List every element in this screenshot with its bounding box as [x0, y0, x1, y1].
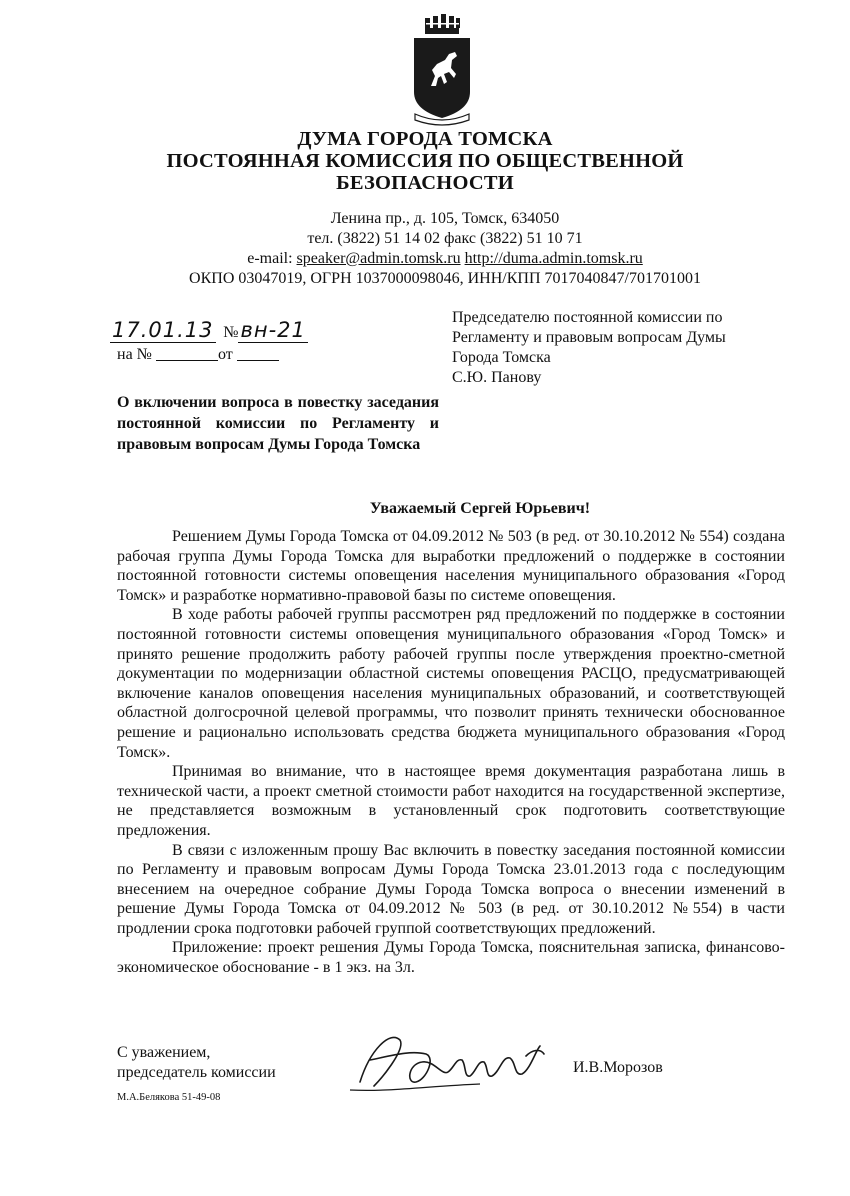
body-paragraph: Решением Думы Города Томска от 04.09.2012 № 503 (в ред. от 30.10.2012 № 554) создана рабочая группа Думы Города Томска для выработки предложений о поддержке в состоянии постоянной готовности системы оповещения населения муниципального образования «Город Томск» и разработке нормативно-правовой базы по системе оповещения.	[117, 528, 785, 604]
body-paragraph: В связи с изложенным прошу Вас включить в повестку заседания постоянной комиссии по Регламенту и правовым вопросам Думы Города Томска 23.01.2013 года с последующим внесением на очередное собрание Думы Города Томска вопроса о внесении изменений в решение Думы Города Томска от 04.09.2012 № 503 (в ред. от 30.10.2012 №554) в части продлении срока подготовки рабочей группой соответствующих предложений.	[117, 841, 785, 937]
letter-body	[117, 527, 785, 978]
addressee-line: Регламенту и правовым вопросам Думы	[452, 329, 726, 346]
addressee-name: С.Ю. Панову	[452, 369, 542, 386]
body-paragraph: В ходе работы рабочей группы рассмотрен ряд предложений по поддержке в состоянии постоянной готовности системы оповещения муниципального образования «Город Томск» и принято решение продолжить работу рабочей группы после утверждения проектно-сметной документации по модернизации областной системы оповещения РАСЦО, предусматривающей включение каналов оповещения населения муниципальных образований, и соответствующей областной долгосрочной целевой программы, что позволит принять технически обоснованное решение и рационально использовать средства бюджета муниципального образования «Город Томск».	[117, 606, 785, 761]
attachment-note: Приложение: проект решения Думы Города Томска, пояснительная записка, финансово-экономическое обоснование - в 1 экз. на 3л.	[117, 939, 785, 977]
registration-date: 17.01.13	[112, 318, 214, 342]
addressee-line: Города Томска	[452, 349, 551, 366]
signatory-name: И.В.Морозов	[573, 1059, 663, 1076]
number-label: №	[223, 324, 239, 341]
organization-name: ДУМА ГОРОДА ТОМСКА	[297, 128, 553, 150]
addressee-block	[452, 308, 792, 388]
website-link[interactable]: http://duma.admin.tomsk.ru	[464, 250, 643, 267]
salutation: Уважаемый Сергей Юрьевич!	[369, 500, 591, 517]
handwritten-signature	[330, 1020, 570, 1100]
commission-name-line1: ПОСТОЯННАЯ КОМИССИЯ ПО ОБЩЕСТВЕННОЙ	[166, 150, 684, 172]
outgoing-registration	[110, 318, 308, 342]
phone-fax: тел. (3822) 51 14 02 факс (3822) 51 10 71	[307, 230, 583, 247]
ref-from-label: от	[217, 346, 233, 363]
ref-number-blank	[156, 346, 218, 361]
crown-icon	[425, 14, 460, 34]
email-website-line	[0, 250, 850, 268]
registration-number: вн-21	[240, 318, 306, 342]
email-link[interactable]: speaker@admin.tomsk.ru	[296, 250, 461, 267]
addressee-line: Председателю постоянной комиссии по	[452, 309, 723, 326]
signatory-title	[117, 1043, 276, 1083]
commission-name-line2: БЕЗОПАСНОСТИ	[336, 172, 514, 194]
subject-heading: О включении вопроса в повестку заседания постоянной комиссии по Регламенту и правовым вопросам Думы Города Томска	[117, 394, 439, 453]
closing: С уважением,	[117, 1044, 211, 1061]
address: Ленина пр., д. 105, Томск, 634050	[330, 210, 560, 227]
email-label: e-mail:	[247, 250, 293, 267]
tomsk-coat-of-arms-logo	[411, 14, 473, 126]
signatory-position: председатель комиссии	[117, 1064, 276, 1081]
body-paragraph: Принимая во внимание, что в настоящее время документация разработана лишь в технической части, а проект сметной стоимости работ находится на государственной экспертизе, не представляется возможным в установленный срок подготовить соответствующие предложения.	[117, 763, 785, 839]
registration-codes: ОКПО 03047019, ОГРН 1037000098046, ИНН/КПП 7017040847/701701001	[189, 270, 701, 287]
ref-date-blank	[237, 346, 279, 361]
executor-contact: М.А.Белякова 51-49-08	[117, 1092, 221, 1103]
ref-number-label: на №	[117, 346, 152, 363]
reference-line	[117, 346, 279, 364]
